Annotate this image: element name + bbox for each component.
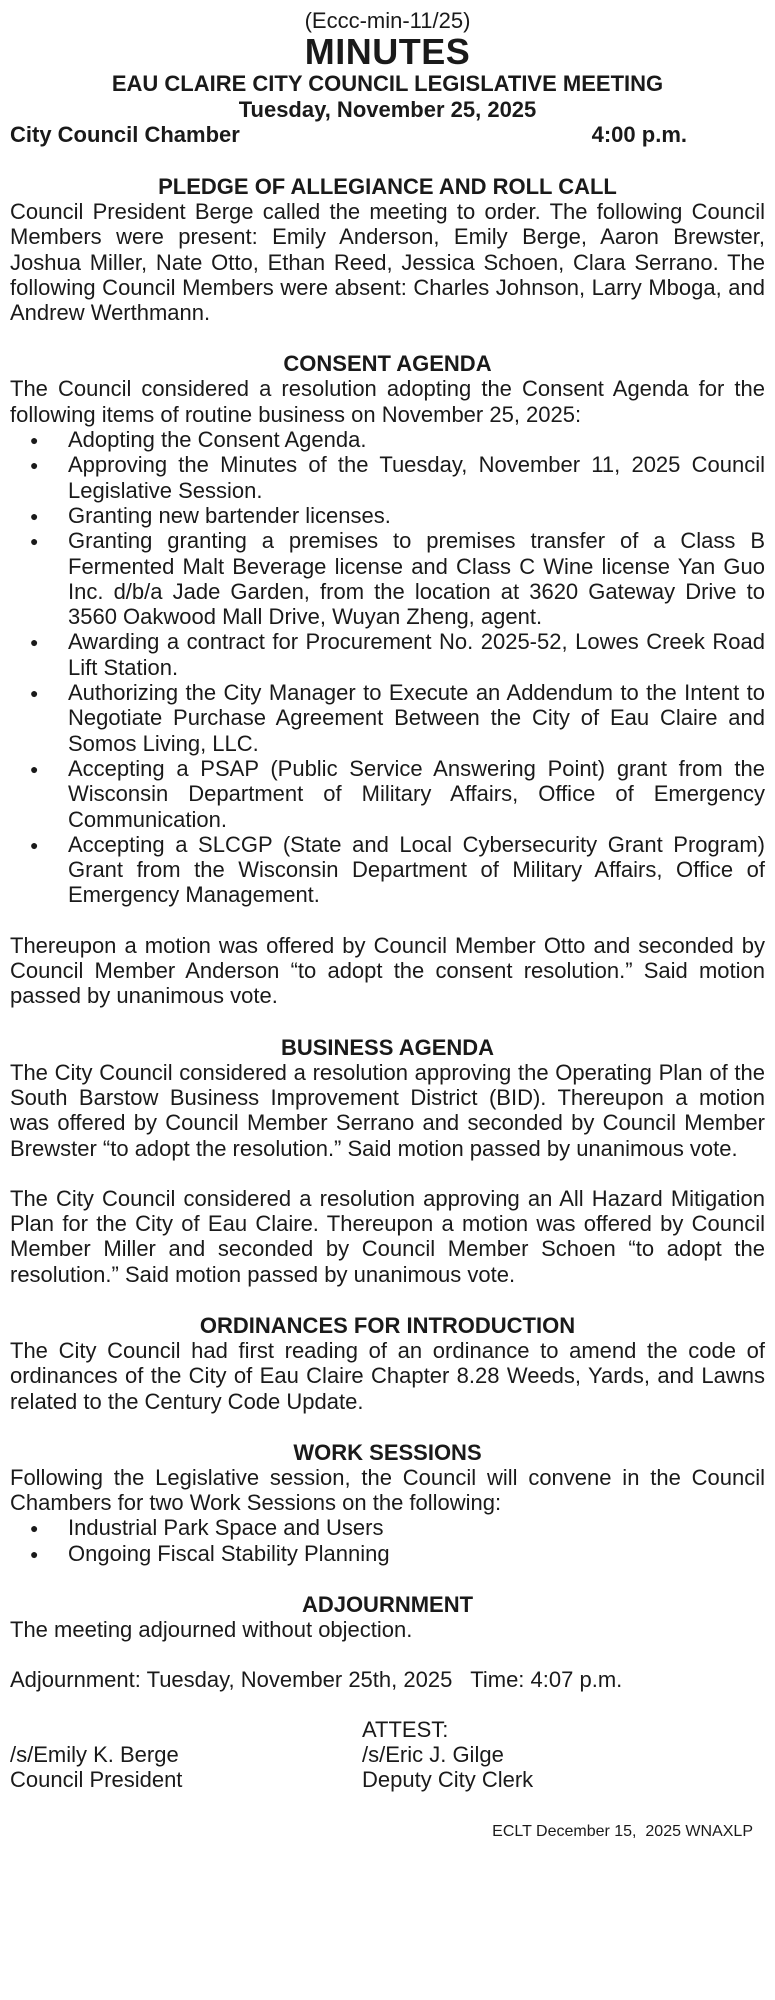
- adjournment-heading: ADJOURNMENT: [301, 1592, 474, 1618]
- list-item: ● Accepting a PSAP (Public Service Answering Point) grant from the Wisconsin Department of Military Affairs, Office of Emergency Communication.: [30, 755, 765, 832]
- bullet-icon: ●: [30, 507, 39, 524]
- work-sessions-heading: WORK SESSIONS: [293, 1439, 482, 1465]
- bullet-icon: ●: [30, 836, 39, 853]
- signature-block: [10, 1717, 765, 1792]
- business-agenda-paragraph: The City Council considered a resolution approving the Operating Plan of the South Barstow Business Improvement District (BID). Thereupon a motion was offered by Council Member Serrano and seconded by Council Member Brewster “to adopt the resolution.” Said motion passed by unanimous vote.: [10, 1059, 765, 1161]
- bullet-icon: ●: [30, 432, 39, 449]
- list-item: ● Industrial Park Space and Users: [30, 1515, 384, 1541]
- business-agenda-paragraph: The City Council considered a resolution approving an All Hazard Mitigation Plan for the City of Eau Claire. Thereupon a motion was offered by Council Member Miller and seconded by Council Member Schoen “to adopt the resolution.” Said motion passed by unanimous vote.: [10, 1185, 765, 1287]
- roll-call-text: Council President Berge called the meeting to order. The following Council Members were present: Emily Anderson, Emily Berge, Aaron Brewster, Joshua Miller, Nate Otto, Ethan Reed, Jessica Schoen, Clara Serrano. The following Council Members were absent: Charles Johnson, Larry Mboga, and Andrew Werthmann.: [10, 199, 765, 326]
- list-item: ● Granting new bartender licenses.: [30, 502, 391, 528]
- adjournment-section: [10, 1592, 765, 1693]
- meeting-name: EAU CLAIRE CITY COUNCIL LEGISLATIVE MEETING: [111, 71, 664, 96]
- meeting-date: Tuesday, November 25, 2025: [238, 97, 537, 122]
- business-agenda-section: [10, 1035, 765, 1287]
- ordinances-text: The City Council had first reading of an ordinance to amend the code of ordinances of the City of Eau Claire Chapter 8.28 Weeds, Yards, and Lawns related to the Century Code Update.: [10, 1337, 765, 1414]
- bullet-icon: ●: [30, 1545, 39, 1562]
- consent-agenda-list: [10, 427, 765, 908]
- bullet-icon: ●: [30, 1520, 39, 1537]
- ordinances-section: [10, 1313, 765, 1414]
- list-item: ● Awarding a contract for Procurement No. 2025-52, Lowes Creek Road Lift Station.: [30, 629, 765, 680]
- ordinances-heading: ORDINANCES FOR INTRODUCTION: [199, 1312, 576, 1338]
- list-item: ● Granting granting a premises to premises transfer of a Class B Fermented Malt Beverage license and Class C Wine license Yan Guo Inc. d/b/a Jade Garden, from the location at 3620 Gateway Drive to 3560 Oakwood Mall Drive, Wuyan Zheng, agent.: [30, 528, 765, 630]
- bullet-icon: ●: [30, 634, 39, 651]
- attest-label: ATTEST:: [362, 1716, 449, 1742]
- list-item: ● Approving the Minutes of the Tuesday, November 11, 2025 Council Legislative Session.: [30, 452, 765, 503]
- adjournment-time-line: Adjournment: Tuesday, November 25th, 2025 Time: 4:07 p.m.: [10, 1667, 623, 1693]
- clerk-title: Deputy City Clerk: [362, 1766, 534, 1792]
- clerk-name: /s/Eric J. Gilge: [362, 1741, 504, 1767]
- list-item: ● Authorizing the City Manager to Execute an Addendum to the Intent to Negotiate Purchase Agreement Between the City of Eau Claire and Somos Living, LLC.: [30, 680, 765, 756]
- list-item: ● Accepting a SLCGP (State and Local Cybersecurity Grant Program) Grant from the Wisconsin Department of Military Affairs, Office of Emergency Management.: [30, 831, 765, 908]
- business-agenda-heading: BUSINESS AGENDA: [280, 1034, 495, 1060]
- work-sessions-intro: Following the Legislative session, the Council will convene in the Council Chambers for two Work Sessions on the following:: [10, 1464, 765, 1516]
- work-sessions-section: [10, 1440, 765, 1566]
- bullet-icon: ●: [30, 533, 39, 550]
- location-line: [10, 122, 765, 148]
- roll-call-heading: PLEDGE OF ALLEGIANCE AND ROLL CALL: [158, 174, 617, 199]
- list-item: ● Ongoing Fiscal Stability Planning: [30, 1540, 390, 1566]
- work-sessions-list: [10, 1515, 765, 1566]
- president-signature: [10, 1717, 362, 1792]
- bullet-icon: ●: [30, 760, 39, 777]
- meeting-time: 4:00 p.m.: [591, 122, 687, 147]
- president-name: /s/Emily K. Berge: [10, 1741, 179, 1767]
- list-item: ● Adopting the Consent Agenda.: [30, 427, 367, 453]
- consent-motion-text: Thereupon a motion was offered by Council Member Otto and seconded by Council Member Anderson “to adopt the consent resolution.” Said motion passed by unanimous vote.: [10, 932, 765, 1009]
- document-title: MINUTES: [304, 31, 471, 72]
- bullet-icon: ●: [30, 457, 39, 474]
- roll-call-section: [10, 174, 765, 325]
- consent-agenda-heading: CONSENT AGENDA: [283, 351, 492, 377]
- consent-agenda-section: [10, 351, 765, 1008]
- consent-agenda-intro: The Council considered a resolution adopting the Consent Agenda for the following items of routine business on November 25, 2025:: [10, 376, 765, 427]
- meeting-location: City Council Chamber: [10, 122, 240, 147]
- adjournment-line: The meeting adjourned without objection.: [10, 1617, 413, 1643]
- clerk-signature: [362, 1717, 765, 1792]
- bullet-icon: ●: [30, 685, 39, 702]
- president-title: Council President: [10, 1766, 183, 1792]
- publication-footer: ECLT December 15, 2025 WNAXLP: [492, 1822, 753, 1840]
- document-id: (Eccc-min-11/25): [304, 8, 471, 33]
